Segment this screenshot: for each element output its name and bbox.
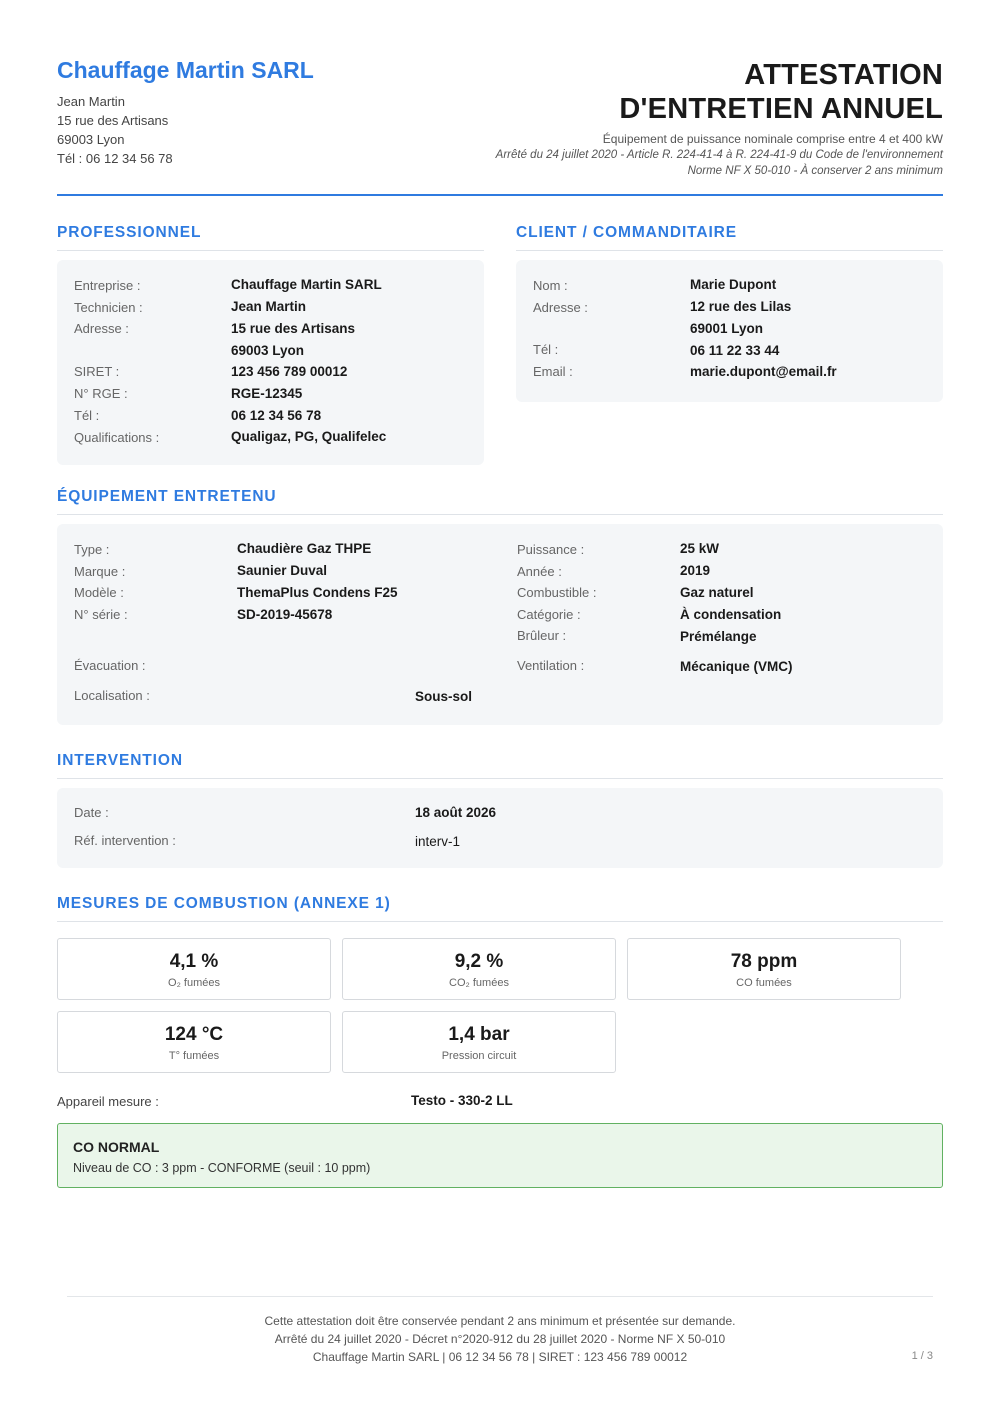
footer-divider xyxy=(67,1296,933,1297)
equipment-section-title: ÉQUIPEMENT ENTRETENU xyxy=(57,488,943,515)
contact-city: 69003 Lyon xyxy=(57,132,125,147)
address-city-value: 69003 Lyon xyxy=(231,343,305,358)
client-city-value: 69001 Lyon xyxy=(690,321,764,336)
equipment-brand-value: Saunier Duval xyxy=(237,563,328,578)
field-label: Qualifications : xyxy=(74,430,160,445)
client-box xyxy=(516,260,943,402)
field-label: Combustible : xyxy=(517,585,597,600)
intervention-ref-value: interv-1 xyxy=(415,834,461,849)
footer-line-1: Cette attestation doit être conservée pendant 2 ans minimum et présentée sur demande. xyxy=(264,1314,736,1328)
measure-value: 4,1 % xyxy=(169,951,219,972)
qualifications-value: Qualigaz, PG, Qualifelec xyxy=(231,429,387,444)
measure-label: O₂ fumées xyxy=(168,977,220,989)
intervention-date-value: 18 août 2026 xyxy=(415,805,497,820)
field-label: Brûleur : xyxy=(517,628,567,643)
page-number: 1 / 3 xyxy=(911,1350,933,1362)
measure-value: 9,2 % xyxy=(454,951,504,972)
client-email-value: marie.dupont@email.fr xyxy=(690,364,837,379)
contact-phone: Tél : 06 12 34 56 78 xyxy=(57,151,173,166)
company-contact xyxy=(57,92,173,168)
measure-card-temperature xyxy=(57,1011,331,1073)
field-label: Email : xyxy=(533,364,573,379)
professional-section-title: PROFESSIONNEL xyxy=(57,224,484,251)
field-label: Évacuation : xyxy=(74,658,146,673)
document-header xyxy=(57,56,943,196)
company-value: Chauffage Martin SARL xyxy=(231,277,382,292)
measure-card-o2 xyxy=(57,938,331,1000)
regulation-text: Arrêté du 24 juillet 2020 - Article R. 224-41-4 à R. 224-41-9 du Code de l'environnement xyxy=(495,149,943,161)
equipment-category-value: À condensation xyxy=(680,607,782,622)
measure-label: Pression circuit xyxy=(441,1050,517,1062)
rge-value: RGE-12345 xyxy=(231,386,303,401)
phone-value: 06 12 34 56 78 xyxy=(231,408,322,423)
field-label: Adresse : xyxy=(533,300,588,315)
measure-label: CO fumées xyxy=(736,977,792,989)
contact-street: 15 rue des Artisans xyxy=(57,113,169,128)
field-label: Tél : xyxy=(74,408,100,423)
client-street-value: 12 rue des Lilas xyxy=(690,299,792,314)
technician-value: Jean Martin xyxy=(231,299,307,314)
field-label: Nom : xyxy=(533,278,568,293)
field-label: Localisation : xyxy=(74,688,150,703)
field-label: SIRET : xyxy=(74,364,120,379)
equipment-burner-value: Prémélange xyxy=(680,629,757,644)
field-label: Ventilation : xyxy=(517,658,585,673)
client-phone-value: 06 11 22 33 44 xyxy=(690,343,780,358)
measure-value: 78 ppm xyxy=(730,951,798,972)
field-label: Technicien : xyxy=(74,300,143,315)
footer-line-2: Arrêté du 24 juillet 2020 - Décret n°2020-912 du 28 juillet 2020 - Norme NF X 50-010 xyxy=(274,1332,726,1346)
measure-card-pressure xyxy=(342,1011,616,1073)
co-status-title: CO NORMAL xyxy=(73,1139,160,1155)
field-label: Réf. intervention : xyxy=(74,833,176,848)
equipment-ventilation-value: Mécanique (VMC) xyxy=(680,659,793,674)
client-section-title: CLIENT / COMMANDITAIRE xyxy=(516,224,943,251)
title-line-1: ATTESTATION xyxy=(744,59,943,91)
field-label: Marque : xyxy=(74,564,126,579)
intervention-box xyxy=(57,788,943,868)
intervention-section-title: INTERVENTION xyxy=(57,752,943,779)
measure-label: T° fumées xyxy=(168,1050,220,1062)
measure-card-co xyxy=(627,938,901,1000)
equipment-power-value: 25 kW xyxy=(680,541,720,556)
field-label: N° série : xyxy=(74,607,128,622)
field-label: Adresse : xyxy=(74,321,129,336)
document-title xyxy=(619,58,943,126)
attestation-page xyxy=(57,0,943,1415)
footer-line-3: Chauffage Martin SARL | 06 12 34 56 78 | SIRET : 123 456 789 00012 xyxy=(312,1350,688,1364)
co-status-detail: Niveau de CO : 3 ppm - CONFORME (seuil : 10 ppm) xyxy=(73,1161,371,1175)
measure-label: CO₂ fumées xyxy=(449,977,509,989)
device-value: Testo - 330-2 LL xyxy=(411,1093,513,1108)
document-subtitle xyxy=(496,131,943,179)
siret-value: 123 456 789 00012 xyxy=(231,364,348,379)
field-label: Année : xyxy=(517,564,562,579)
field-label: Date : xyxy=(74,805,109,820)
title-line-2: D'ENTRETIEN ANNUEL xyxy=(619,93,943,125)
measure-value: 1,4 bar xyxy=(448,1024,510,1045)
regulation-ref xyxy=(496,147,943,163)
equipment-location-value: Sous-sol xyxy=(415,689,473,704)
field-label: Entreprise : xyxy=(74,278,141,293)
field-label: Tél : xyxy=(533,342,559,357)
co-status-badge xyxy=(57,1123,943,1188)
measure-value: 124 °C xyxy=(164,1024,224,1045)
field-label: Catégorie : xyxy=(517,607,581,622)
client-name-value: Marie Dupont xyxy=(690,277,777,292)
equipment-type-value: Chaudière Gaz THPE xyxy=(237,541,372,556)
equipment-year-value: 2019 xyxy=(680,563,711,578)
device-label: Appareil mesure : xyxy=(57,1094,159,1109)
measures-section-title: MESURES DE COMBUSTION (ANNEXE 1) xyxy=(57,895,943,922)
equipment-range: Équipement de puissance nominale comprise entre 4 et 400 kW xyxy=(602,132,943,146)
field-label: Modèle : xyxy=(74,585,124,600)
field-label: N° RGE : xyxy=(74,386,128,401)
norm-text: Norme NF X 50-010 - À conserver 2 ans minimum xyxy=(687,165,943,177)
equipment-model-value: ThemaPlus Condens F25 xyxy=(237,585,398,600)
equipment-serial-value: SD-2019-45678 xyxy=(237,607,333,622)
professional-box xyxy=(57,260,484,465)
field-label: Puissance : xyxy=(517,542,585,557)
equipment-fuel-value: Gaz naturel xyxy=(680,585,754,600)
address-street-value: 15 rue des Artisans xyxy=(231,321,356,336)
company-name: Chauffage Martin SARL xyxy=(57,57,314,83)
equipment-box xyxy=(57,524,943,725)
contact-name: Jean Martin xyxy=(57,94,125,109)
field-label: Type : xyxy=(74,542,110,557)
norm-ref xyxy=(496,163,943,179)
document-footer xyxy=(57,1312,943,1366)
measure-card-co2 xyxy=(342,938,616,1000)
